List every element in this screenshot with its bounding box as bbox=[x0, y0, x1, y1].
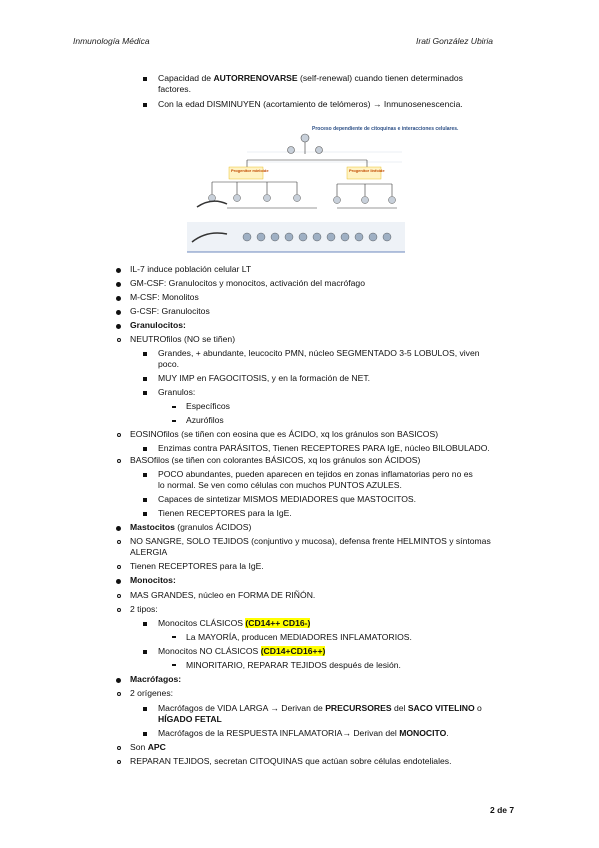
bullet-circle bbox=[117, 338, 121, 342]
label-myeloid-progenitor: Progenitor mieloide bbox=[231, 168, 269, 173]
bullet-circle bbox=[117, 433, 121, 437]
header-author: Irati González Ubiria bbox=[416, 36, 494, 46]
text-basofilos: BASOfilos (se tiñen con colorantes BÁSICOS, xq los gránulos son ÁCIDOS) bbox=[130, 455, 421, 465]
text-macro-apc: Son APC bbox=[130, 742, 166, 752]
bullet-square bbox=[143, 77, 147, 81]
text-mono-2: 2 tipos: bbox=[130, 604, 158, 614]
text-mcsf: M-CSF: Monolitos bbox=[130, 292, 199, 302]
text-higado-fetal: HÍGADO FETAL bbox=[158, 714, 222, 724]
bullet-dot bbox=[116, 268, 121, 273]
text-baso-2: Capaces de sintetizar MISMOS MEDIADORES que MASTOCITOS. bbox=[158, 494, 417, 504]
figure-caption: Proceso dependiente de citoquinas e interacciones celulares. bbox=[312, 126, 459, 132]
text-neutro-3: Granulos: bbox=[158, 387, 196, 397]
bullet-dash bbox=[172, 420, 176, 422]
text-macro-1: 2 orígenes: bbox=[130, 688, 173, 698]
text-mono-no-clasicos: Monocitos NO CLÁSICOS (CD14+CD16++) bbox=[158, 646, 326, 656]
text-gcsf: G-CSF: Granulocitos bbox=[130, 306, 210, 316]
stem-cell bbox=[301, 134, 309, 142]
text-baso-1b: lo normal. Se ven como células con muchos PUNTOS AZULES. bbox=[158, 480, 402, 490]
text-macro-repararan: REPARAN TEJIDOS, secretan CITOQUINAS que actúan sobre células endoteliales. bbox=[130, 756, 452, 766]
bullet-square bbox=[143, 447, 147, 451]
text-il7: IL-7 induce población celular LT bbox=[130, 264, 252, 274]
bullet-square bbox=[143, 498, 147, 502]
bullet-circle bbox=[117, 692, 121, 696]
text-mono-1: MAS GRANDES, núcleo en FORMA DE RIÑÓN. bbox=[130, 590, 316, 600]
bullet-dot bbox=[116, 526, 121, 531]
text-neutro-1b: poco. bbox=[158, 359, 180, 369]
bullet-square bbox=[143, 377, 147, 381]
bullet-square bbox=[143, 512, 147, 516]
bullet-dash bbox=[172, 406, 176, 408]
bullet-square bbox=[143, 622, 147, 626]
bullet-circle bbox=[117, 760, 121, 764]
bullet-dot bbox=[116, 310, 121, 315]
bullet-circle bbox=[117, 540, 121, 544]
bullet-dot bbox=[116, 579, 121, 584]
page-number: 2 de 7 bbox=[490, 805, 515, 815]
text-mono-clasicos: Monocitos CLÁSICOS (CD14++ CD16-) bbox=[158, 618, 311, 628]
bullet-dot bbox=[116, 324, 121, 329]
text-masto-2: Tienen RECEPTORES para la IgE. bbox=[130, 561, 264, 571]
bullet-circle bbox=[117, 594, 121, 598]
text-factores: factores. bbox=[158, 84, 191, 94]
bullet-square bbox=[143, 391, 147, 395]
heading-monocitos: Monocitos: bbox=[130, 575, 176, 585]
text-macro-vida-larga: Macrófagos de VIDA LARGA → Derivan de PRECURSORES del SACO VITELINO o bbox=[158, 703, 482, 713]
text-neutro-1a: Grandes, + abundante, leucocito PMN, núcleo SEGMENTADO 3-5 LOBULOS, viven bbox=[158, 348, 480, 358]
bullet-square bbox=[143, 103, 147, 107]
text-masto-1b: ALERGIA bbox=[130, 547, 168, 557]
text-masto-1a: NO SANGRE, SOLO TEJIDOS (conjuntivo y mucosa), defensa frente HELMINTOS y síntomas bbox=[130, 536, 491, 546]
heading-mastocitos: Mastocitos (granulos ÁCIDOS) bbox=[130, 522, 252, 532]
text-neutro-2: MUY IMP en FAGOCITOSIS, y en la formación de NET. bbox=[158, 373, 371, 383]
bullet-square bbox=[143, 650, 147, 654]
hematopoiesis-diagram bbox=[187, 112, 459, 262]
bullet-dot bbox=[116, 296, 121, 301]
text-mono-clasicos-1: La MAYORÍA, producen MEDIADORES INFLAMATORIOS. bbox=[186, 632, 412, 642]
bullet-dot bbox=[116, 678, 121, 683]
text-mono-no-clasicos-1: MINORITARIO, REPARAR TEJIDOS después de lesión. bbox=[186, 660, 401, 670]
heading-macrofagos: Macrófagos: bbox=[130, 674, 182, 684]
text-azurofilos: Azurófilos bbox=[186, 415, 224, 425]
bullet-dash bbox=[172, 636, 176, 638]
text-eosino-1: Enzimas contra PARÁSITOS, Tienen RECEPTORES PARA IgE, núcleo BILOBULADO. bbox=[158, 443, 490, 453]
text-baso-3: Tienen RECEPTORES para la IgE. bbox=[158, 508, 292, 518]
bullet-square bbox=[143, 352, 147, 356]
bullet-square bbox=[143, 732, 147, 736]
heading-granulocitos: Granulocitos: bbox=[130, 320, 186, 330]
text-baso-1a: POCO abundantes, pueden aparecen en tejidos en zonas inflamatorias pero no es bbox=[158, 469, 473, 479]
text-autorrenovarse: Capacidad de AUTORRENOVARSE (self-renewal) cuando tienen determinados bbox=[158, 73, 463, 83]
highlight-cd14-no-clasicos: (CD14+CD16++) bbox=[260, 646, 326, 656]
text-especificos: Específicos bbox=[186, 401, 230, 411]
bullet-square bbox=[143, 707, 147, 711]
bullet-circle bbox=[117, 746, 121, 750]
bullet-dash bbox=[172, 664, 176, 666]
text-neutrofilos: NEUTROfilos (NO se tiñen) bbox=[130, 334, 236, 344]
text-macro-inflamatoria: Macrófagos de la RESPUESTA INFLAMATORIA→ Derivan del MONOCITO. bbox=[158, 728, 449, 738]
bullet-square bbox=[143, 473, 147, 477]
label-lymphoid-progenitor: Progenitor linfoide bbox=[349, 168, 385, 173]
bullet-circle bbox=[117, 459, 121, 463]
bullet-circle bbox=[117, 565, 121, 569]
highlight-cd14-clasicos: (CD14++ CD16-) bbox=[245, 618, 311, 628]
text-gmcsf: GM-CSF: Granulocitos y monocitos, activación del macrófago bbox=[130, 278, 365, 288]
bullet-circle bbox=[117, 608, 121, 612]
text-eosinofilos: EOSINOfilos (se tiñen con eosina que es ÁCIDO, xq los gránulos son BASICOS) bbox=[130, 429, 439, 439]
header-course-title: Inmunología Médica bbox=[73, 36, 150, 46]
bullet-dot bbox=[116, 282, 121, 287]
text-inmunosenescencia: Con la edad DISMINUYEN (acortamiento de telómeros) → Inmunosenescencia. bbox=[158, 99, 463, 109]
